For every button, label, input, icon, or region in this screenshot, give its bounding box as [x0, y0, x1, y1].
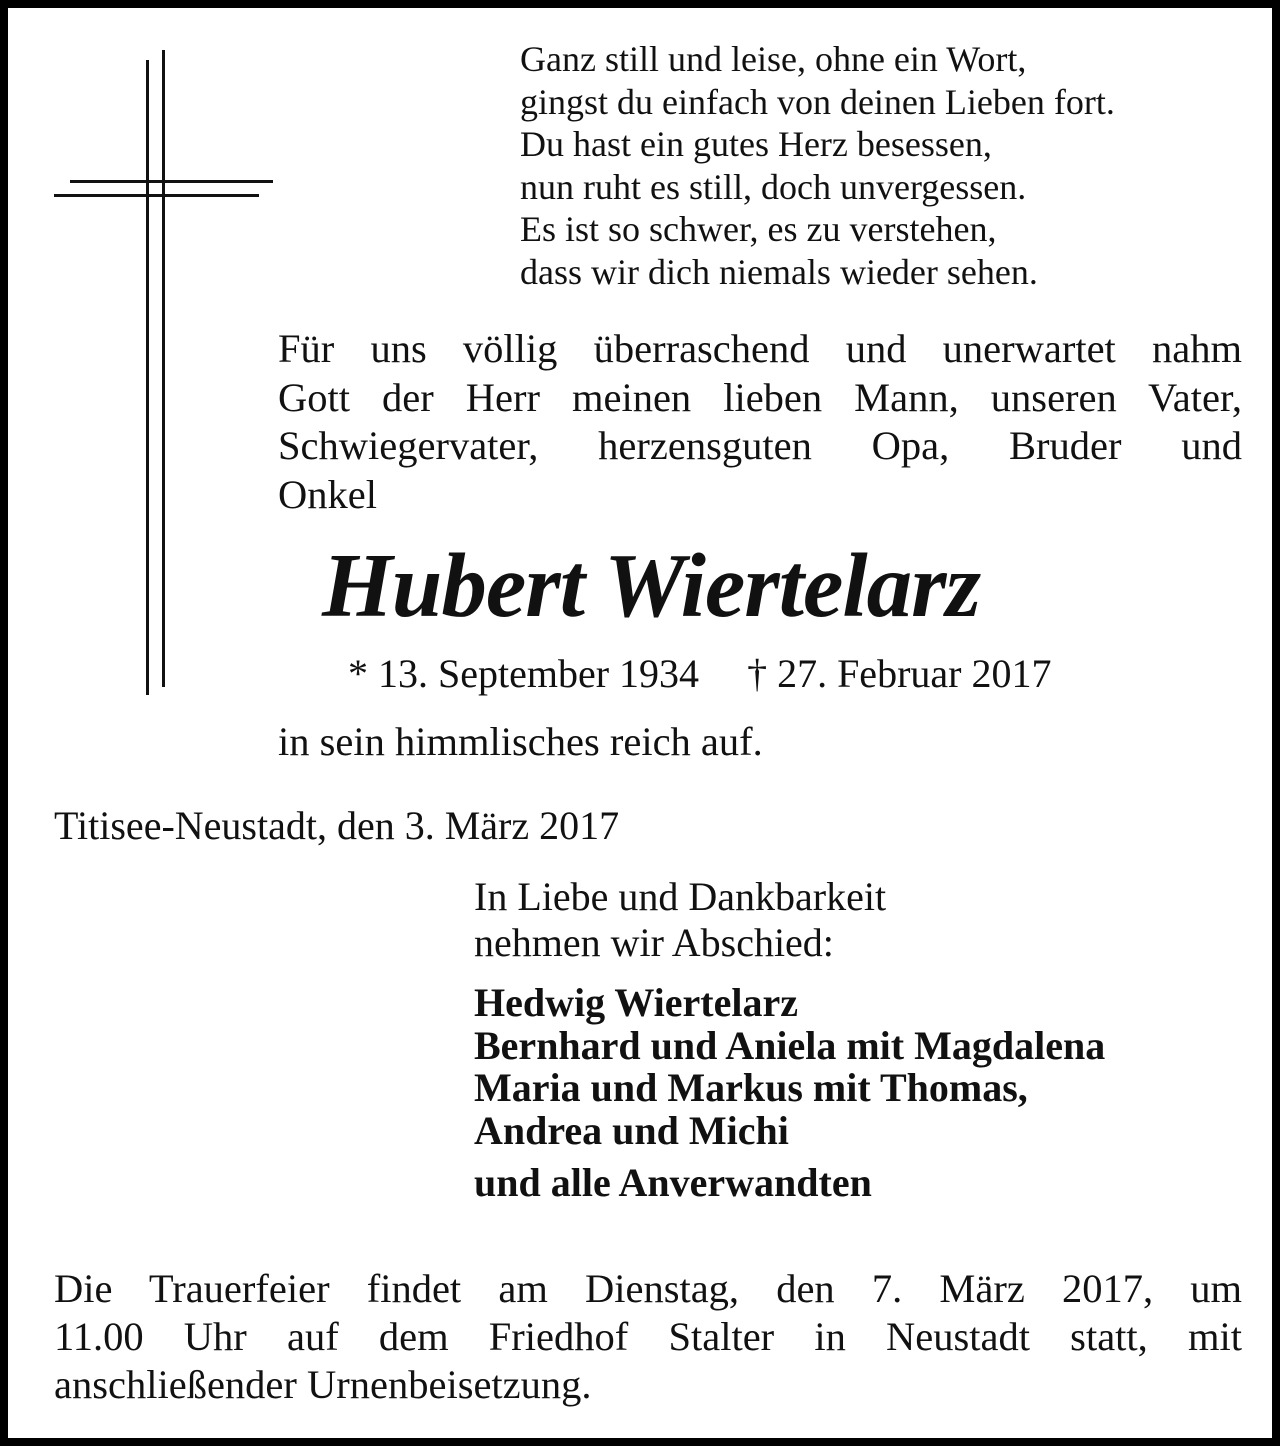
deceased-name: Hubert Wiertelarz [322, 535, 980, 636]
mourner-line: Maria und Markus mit Thomas, [474, 1065, 1028, 1110]
intro-line: Für uns völlig überraschend und unerwartet nahm [278, 326, 1242, 371]
intro-line: Onkel [278, 471, 377, 517]
mourner-line: Bernhard und Aniela mit Magdalena [474, 1022, 1106, 1068]
intro-line: Gott der Herr meinen lieben Mann, unseren Vater, [278, 374, 1242, 420]
mourner-line: Hedwig Wiertelarz [474, 980, 798, 1025]
mourners-closing: und alle Anverwandten [474, 1160, 872, 1205]
mourner-line: Andrea und Michi [474, 1107, 789, 1153]
service-info [54, 1265, 1242, 1409]
poem-line: gingst du einfach von deinen Lieben fort. [520, 81, 1115, 122]
farewell-line: In Liebe und Dankbarkeit [474, 874, 887, 919]
service-line: Die Trauerfeier findet am Dienstag, den 7. März 2017, um [54, 1266, 1242, 1311]
place-date: Titisee-Neustadt, den 3. März 2017 [54, 803, 620, 848]
poem-line: dass wir dich niemals wieder sehen. [520, 251, 1038, 292]
service-line: 11.00 Uhr auf dem Friedhof Stalter in Neustadt statt, mit [54, 1314, 1242, 1359]
poem-line: nun ruht es still, doch unvergessen. [520, 166, 1027, 207]
cross-icon [8, 8, 308, 728]
life-dates [348, 650, 1051, 698]
poem-line: Ganz still und leise, ohne ein Wort, [520, 39, 1027, 79]
birth-date: * 13. September 1934 [348, 651, 700, 696]
service-line: anschließender Urnenbeisetzung. [54, 1362, 592, 1407]
death-date: † 27. Februar 2017 [747, 651, 1052, 696]
farewell-line: nehmen wir Abschied: [474, 920, 834, 965]
poem-line: Du hast ein gutes Herz besessen, [520, 124, 992, 164]
ascend-text: in sein himmlisches reich auf. [278, 719, 763, 764]
poem [520, 38, 1115, 293]
intro-text [278, 325, 1242, 519]
poem-line: Es ist so schwer, es zu verstehen, [520, 209, 997, 249]
intro-line: Schwiegervater, herzensguten Opa, Bruder und [278, 423, 1242, 468]
farewell-text [474, 874, 886, 966]
mourners-list [474, 982, 1105, 1205]
